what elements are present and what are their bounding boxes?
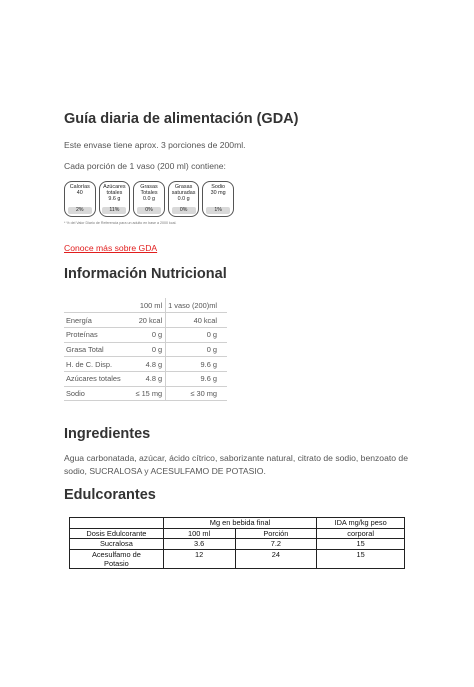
gda-badge-percent: 0%: [172, 207, 196, 214]
table-cell-line: Acesulfamo de: [91, 549, 141, 559]
table-row: [64, 386, 227, 401]
table-cell: 15: [317, 539, 405, 550]
table-cell: 7.2: [235, 539, 317, 550]
gda-badge-percent: 1%: [206, 207, 230, 214]
table-cell: 24: [235, 549, 317, 568]
gda-title: Guía diaria de alimentación (GDA): [64, 111, 299, 127]
table-cell: Grasa Total: [64, 342, 123, 357]
gda-badge-label: 40: [76, 190, 83, 196]
table-header-row: [64, 298, 227, 313]
table-cell: Energía: [64, 313, 123, 328]
gda-badge-label: Totales: [140, 190, 158, 196]
table-cell: Sodio: [64, 386, 123, 401]
table-header-cell: [64, 298, 123, 313]
sweeteners-title: Edulcorantes: [64, 487, 156, 503]
gda-badge-label: 0.0 g: [142, 196, 155, 202]
table-row: [70, 549, 405, 568]
gda-badge-label: Grasas: [140, 184, 158, 190]
gda-badge-label: 0.0 g: [177, 196, 190, 202]
table-header-row: [70, 518, 405, 529]
table-row: [64, 327, 227, 342]
table-cell-line: Potasio: [104, 558, 129, 568]
gda-badge-label: Azúcares: [103, 184, 126, 190]
gda-badge-label: saturadas: [171, 190, 196, 196]
table-header-row: [70, 528, 405, 539]
table-cell: 0 g: [123, 342, 166, 357]
table-row: [64, 371, 227, 386]
gda-badge-percent: 0%: [137, 207, 161, 214]
table-header-cell: 100 ml: [163, 528, 235, 539]
table-row: [70, 539, 405, 550]
table-row: [64, 357, 227, 372]
gda-badge-label: totales: [106, 190, 123, 196]
nutrition-table: [64, 298, 227, 401]
gda-badge-label: 9.6 g: [108, 196, 121, 202]
gda-badge-azucares: [99, 181, 131, 217]
ingredients-text: Agua carbonatada, azúcar, ácido cítrico, saborizante natural, citrato de sodio, benzoato de sodio, SUCRALOSA y ACESULFAMO DE POTASIO.: [64, 453, 408, 476]
table-header-cell: [70, 518, 164, 529]
gda-badge-calorias: [64, 181, 96, 217]
servings-text: Este envase tiene aprox. 3 porciones de 200ml.: [64, 140, 246, 150]
table-cell: Sucralosa: [70, 539, 164, 550]
ingredients-title: Ingredientes: [64, 426, 151, 442]
table-cell: 0 g: [166, 342, 227, 357]
table-cell: 40 kcal: [166, 313, 227, 328]
sweeteners-table: [69, 517, 405, 569]
table-header-cell: Dosis Edulcorante: [70, 528, 164, 539]
table-cell: [70, 549, 164, 568]
table-header-cell: IDA mg/kg peso: [317, 518, 405, 529]
table-header-cell: Porción: [235, 528, 317, 539]
table-cell: 12: [163, 549, 235, 568]
portion-text: Cada porción de 1 vaso (200 ml) contiene:: [64, 161, 226, 171]
gda-badges: [64, 181, 234, 225]
gda-footnote: * % del Valor Diario de Referencia para un adulto en base a 2000 kcal.: [64, 221, 177, 225]
table-cell: 4.8 g: [123, 371, 166, 386]
table-cell: H. de C. Disp.: [64, 357, 123, 372]
gda-badge-percent: 2%: [68, 207, 92, 214]
gda-badge-label: Sodio: [211, 184, 226, 190]
table-row: [64, 313, 227, 328]
gda-badge-grasas-saturadas: [168, 181, 200, 217]
gda-badge-percent: 11%: [102, 207, 126, 214]
table-header-cell: 100 ml: [123, 298, 166, 313]
table-header-cell: corporal: [317, 528, 405, 539]
table-cell: ≤ 30 mg: [166, 386, 227, 401]
gda-badge-label: Grasas: [174, 184, 193, 190]
table-cell: Azúcares totales: [64, 371, 123, 386]
gda-badge-grasas-totales: [133, 181, 165, 217]
nutrition-title: Información Nutricional: [64, 266, 227, 282]
table-header-cell: 1 vaso (200)ml: [166, 298, 227, 313]
gda-more-link[interactable]: Conoce más sobre GDA: [64, 243, 158, 253]
table-cell: 9.6 g: [166, 357, 227, 372]
gda-badge-label: 30 mg: [210, 190, 226, 196]
table-cell: Proteínas: [64, 327, 123, 342]
table-cell: 20 kcal: [123, 313, 166, 328]
table-cell: 0 g: [123, 327, 166, 342]
table-cell: 3.6: [163, 539, 235, 550]
table-cell: 15: [317, 549, 405, 568]
table-row: [64, 342, 227, 357]
gda-badge-sodio: [202, 181, 234, 217]
gda-badge-label: Calorías: [69, 184, 90, 190]
table-header-cell: Mg en bebida final: [163, 518, 316, 529]
table-cell: 4.8 g: [123, 357, 166, 372]
table-cell: 0 g: [166, 327, 227, 342]
table-cell: ≤ 15 mg: [123, 386, 166, 401]
table-cell: 9.6 g: [166, 371, 227, 386]
